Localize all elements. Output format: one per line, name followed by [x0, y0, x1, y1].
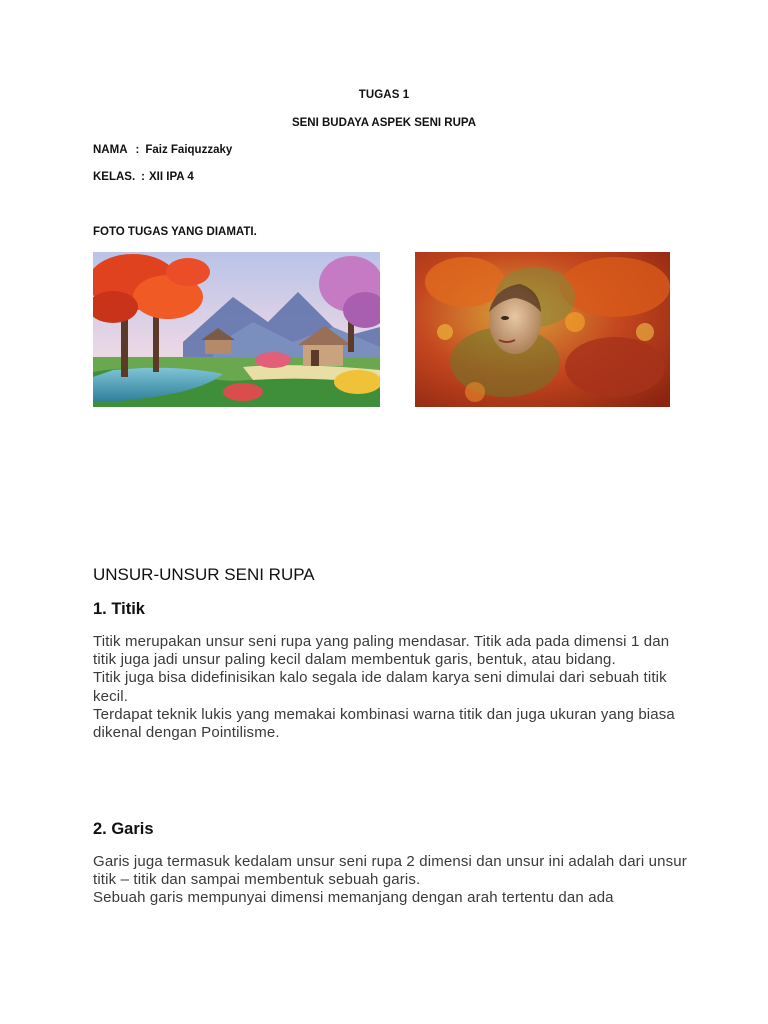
item-1-paragraph-3: Terdapat teknik lukis yang memakai kombinasi warna titik dan juga ukuran yang biasa dikenal dengan Pointilisme. [93, 705, 675, 742]
item-2-paragraph-2: Sebuah garis mempunyai dimensi memanjang dengan arah tertentu dan ada [93, 889, 614, 907]
portrait-painting-image [415, 252, 670, 407]
item-1-paragraph-2: Titik juga bisa didefinisikan kalo segala ide dalam karya seni dimulai dari sebuah titik kecil. [93, 669, 667, 705]
item-2-body [93, 853, 693, 908]
item-1-paragraph-1: Titik merupakan unsur seni rupa yang paling mendasar. Titik ada pada dimensi 1 dan titik juga jadi unsur paling kecil dalam membentuk garis, bentuk, atau bidang. [93, 633, 670, 669]
class-row [93, 171, 194, 183]
name-separator: : [135, 144, 140, 156]
task-title: TUGAS 1 [358, 89, 410, 101]
name-label: NAMA [93, 144, 128, 156]
item-1-title: 1. Titik [93, 600, 145, 618]
class-label: KELAS. [93, 171, 136, 183]
photo-caption: FOTO TUGAS YANG DIAMATI. [93, 226, 257, 238]
item-2-paragraph-1: Garis juga termasuk kedalam unsur seni rupa 2 dimensi dan unsur ini adalah dari unsur titik – titik dan sampai membentuk sebuah garis. [93, 853, 687, 889]
name-value: Faiz Faiquzzaky [145, 144, 233, 156]
class-value: XII IPA 4 [149, 171, 194, 183]
class-separator: : [141, 171, 146, 183]
item-2-title: 2. Garis [93, 820, 154, 838]
item-1-body [93, 633, 693, 742]
section-heading: UNSUR-UNSUR SENI RUPA [93, 565, 315, 584]
landscape-painting-image [93, 252, 380, 407]
subject-title: SENI BUDAYA ASPEK SENI RUPA [291, 117, 477, 129]
name-row [93, 144, 232, 156]
